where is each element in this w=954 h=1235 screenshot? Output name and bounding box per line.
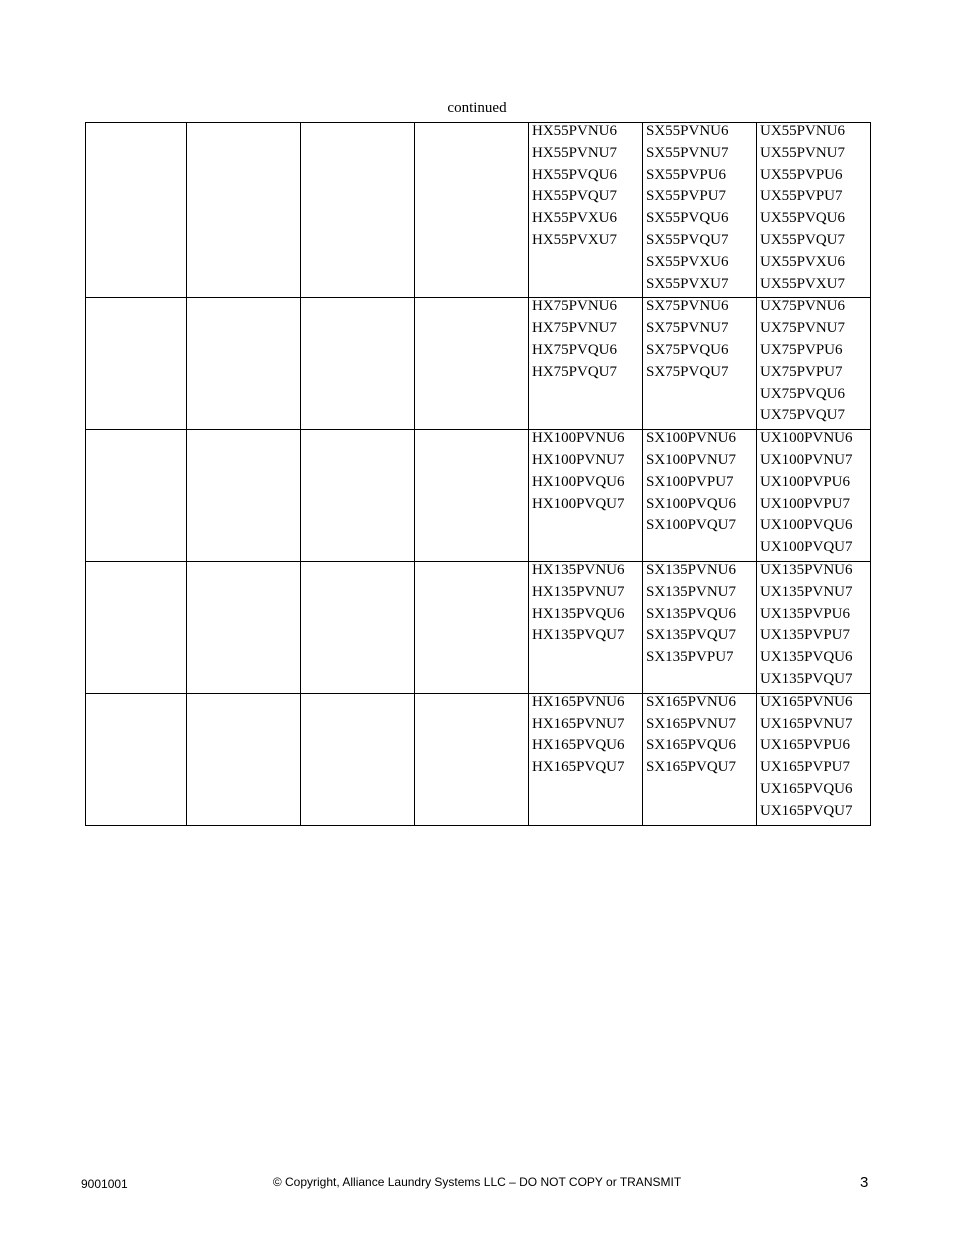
model-table xyxy=(85,122,871,826)
table-row xyxy=(86,561,871,693)
model-number: HX55PVXU6 xyxy=(532,210,618,227)
model-number: HX55PVNU6 xyxy=(532,123,618,139)
empty-cell xyxy=(86,123,187,298)
table-row xyxy=(86,123,871,298)
model-number: HX165PVQU6 xyxy=(532,737,625,754)
model-number: UX100PVQU7 xyxy=(760,539,853,556)
model-number: HX165PVQU7 xyxy=(532,759,625,776)
sx-model-cell xyxy=(643,693,757,825)
model-number: SX55PVNU6 xyxy=(646,123,729,139)
model-number: SX55PVPU7 xyxy=(646,188,727,205)
model-number: UX75PVQU7 xyxy=(760,407,846,424)
empty-cell xyxy=(415,561,529,693)
model-number: UX55PVPU6 xyxy=(760,166,843,183)
model-number: SX100PVNU6 xyxy=(646,430,737,447)
model-number: SX75PVQU7 xyxy=(646,363,729,380)
empty-cell xyxy=(301,298,415,430)
model-number: HX135PVNU6 xyxy=(532,561,625,578)
model-number: SX55PVXU6 xyxy=(646,253,729,270)
empty-cell xyxy=(86,693,187,825)
page-number: 3 xyxy=(860,1174,869,1191)
model-number: UX55PVPU7 xyxy=(760,188,843,205)
sx-model-cell xyxy=(643,123,757,298)
model-number: UX165PVNU6 xyxy=(760,693,853,710)
model-number: SX135PVPU7 xyxy=(646,649,734,666)
empty-cell xyxy=(415,123,529,298)
model-number: SX135PVQU6 xyxy=(646,605,737,622)
model-number: HX55PVNU7 xyxy=(532,144,618,161)
model-number: HX100PVQU6 xyxy=(532,473,625,490)
empty-cell xyxy=(187,561,301,693)
model-number: SX165PVNU6 xyxy=(646,693,737,710)
model-number: UX165PVPU7 xyxy=(760,759,851,776)
model-number: UX55PVQU6 xyxy=(760,210,846,227)
model-number: SX100PVPU7 xyxy=(646,473,734,490)
ux-model-cell xyxy=(757,693,871,825)
model-number: HX135PVQU7 xyxy=(532,627,625,644)
empty-cell xyxy=(301,561,415,693)
model-number: UX100PVPU6 xyxy=(760,473,851,490)
model-number: UX165PVNU7 xyxy=(760,715,853,732)
model-number: UX135PVPU7 xyxy=(760,627,851,644)
model-number: UX165PVPU6 xyxy=(760,737,851,754)
model-number: UX165PVQU6 xyxy=(760,780,853,797)
model-number: UX135PVQU7 xyxy=(760,670,853,687)
model-number: UX135PVQU6 xyxy=(760,649,853,666)
hx-model-cell xyxy=(529,298,643,430)
empty-cell xyxy=(187,298,301,430)
model-number: SX135PVNU7 xyxy=(646,583,737,600)
model-number: SX55PVXU7 xyxy=(646,275,729,292)
model-number: SX100PVQU7 xyxy=(646,517,737,534)
model-number: SX55PVQU6 xyxy=(646,210,729,227)
model-number: UX55PVXU6 xyxy=(760,253,846,270)
model-number: UX75PVNU6 xyxy=(760,298,846,315)
sx-model-cell xyxy=(643,298,757,430)
model-number: SX75PVQU6 xyxy=(646,341,729,358)
empty-cell xyxy=(415,693,529,825)
empty-cell xyxy=(86,561,187,693)
empty-cell xyxy=(415,430,529,562)
model-number: HX165PVNU7 xyxy=(532,715,625,732)
model-number: SX100PVQU6 xyxy=(646,495,737,512)
empty-cell xyxy=(301,430,415,562)
empty-cell xyxy=(187,123,301,298)
ux-model-cell xyxy=(757,561,871,693)
table-row xyxy=(86,693,871,825)
empty-cell xyxy=(415,298,529,430)
ux-model-cell xyxy=(757,298,871,430)
empty-cell xyxy=(187,693,301,825)
model-number: HX100PVNU6 xyxy=(532,430,625,447)
model-table-body xyxy=(86,123,871,826)
model-number: HX75PVQU6 xyxy=(532,341,618,358)
sx-model-cell xyxy=(643,430,757,562)
continued-label: continued xyxy=(447,100,507,116)
model-number: HX55PVQU6 xyxy=(532,166,618,183)
model-number: HX75PVNU7 xyxy=(532,320,618,337)
model-number: HX55PVQU7 xyxy=(532,188,618,205)
model-number: SX135PVQU7 xyxy=(646,627,737,644)
model-number: UX55PVNU6 xyxy=(760,123,846,139)
model-number: UX55PVXU7 xyxy=(760,275,846,292)
hx-model-cell xyxy=(529,430,643,562)
empty-cell xyxy=(301,693,415,825)
model-number: UX55PVQU7 xyxy=(760,231,846,248)
copyright-notice: © Copyright, Alliance Laundry Systems LLC – DO NOT COPY or TRANSMIT xyxy=(272,1175,682,1189)
model-number: SX165PVNU7 xyxy=(646,715,737,732)
hx-model-cell xyxy=(529,123,643,298)
model-number: SX100PVNU7 xyxy=(646,451,737,468)
hx-model-cell xyxy=(529,693,643,825)
model-number: UX100PVQU6 xyxy=(760,517,853,534)
model-number: HX100PVNU7 xyxy=(532,451,625,468)
model-number: HX165PVNU6 xyxy=(532,693,625,710)
model-number: HX75PVNU6 xyxy=(532,298,618,315)
model-number: UX100PVPU7 xyxy=(760,495,851,512)
model-number: SX55PVPU6 xyxy=(646,166,727,183)
table-row xyxy=(86,298,871,430)
hx-model-cell xyxy=(529,561,643,693)
empty-cell xyxy=(86,430,187,562)
model-number: UX135PVNU7 xyxy=(760,583,853,600)
model-number: UX135PVNU6 xyxy=(760,561,853,578)
model-number: UX75PVPU7 xyxy=(760,363,843,380)
model-number: SX165PVQU7 xyxy=(646,759,737,776)
model-number: UX100PVNU6 xyxy=(760,430,853,447)
empty-cell xyxy=(187,430,301,562)
model-number: HX135PVQU6 xyxy=(532,605,625,622)
model-number: HX75PVQU7 xyxy=(532,363,618,380)
model-number: UX165PVQU7 xyxy=(760,802,853,819)
model-number: UX135PVPU6 xyxy=(760,605,851,622)
model-number: UX75PVNU7 xyxy=(760,320,846,337)
document-number: 9001001 xyxy=(81,1177,128,1191)
model-number: UX55PVNU7 xyxy=(760,144,846,161)
model-number: SX165PVQU6 xyxy=(646,737,737,754)
sx-model-cell xyxy=(643,561,757,693)
model-number: UX75PVQU6 xyxy=(760,385,846,402)
model-number: SX75PVNU6 xyxy=(646,298,729,315)
empty-cell xyxy=(86,298,187,430)
ux-model-cell xyxy=(757,123,871,298)
empty-cell xyxy=(301,123,415,298)
model-number: UX100PVNU7 xyxy=(760,451,853,468)
ux-model-cell xyxy=(757,430,871,562)
model-number: SX75PVNU7 xyxy=(646,320,729,337)
model-number: HX135PVNU7 xyxy=(532,583,625,600)
table-row xyxy=(86,430,871,562)
model-number: HX100PVQU7 xyxy=(532,495,625,512)
model-number: SX55PVNU7 xyxy=(646,144,729,161)
model-number: SX135PVNU6 xyxy=(646,561,737,578)
model-number: UX75PVPU6 xyxy=(760,341,843,358)
model-number: HX55PVXU7 xyxy=(532,231,618,248)
model-number: SX55PVQU7 xyxy=(646,231,729,248)
